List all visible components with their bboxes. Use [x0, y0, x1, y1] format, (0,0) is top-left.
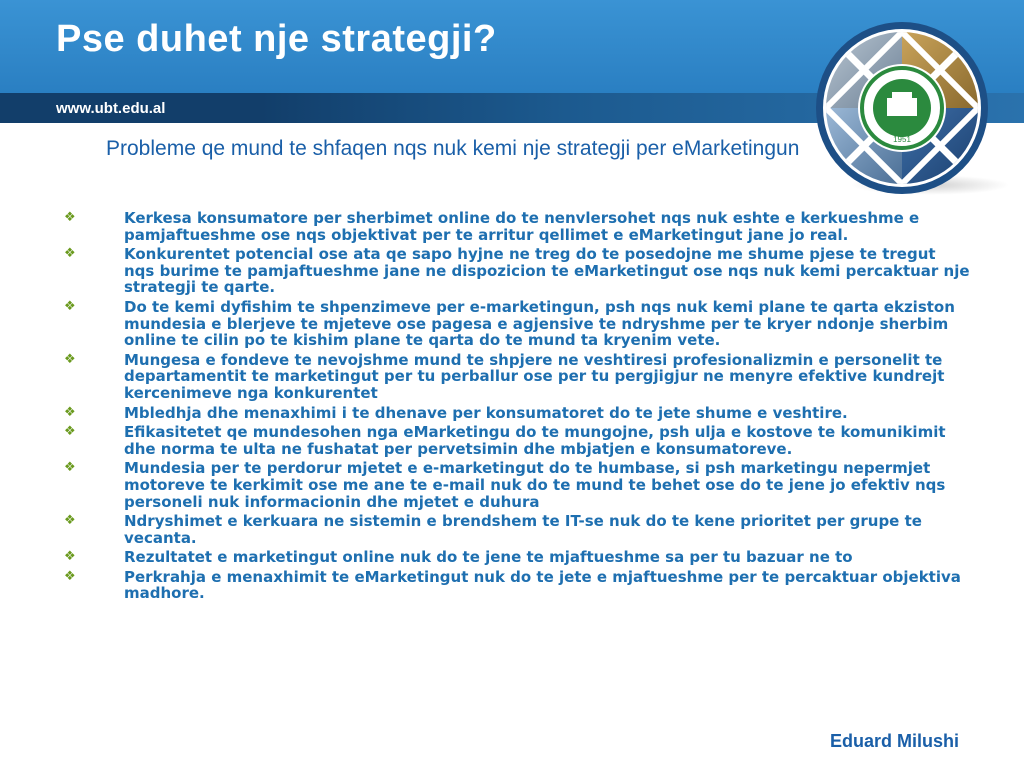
bullet-item	[60, 424, 970, 457]
slide-subtitle: Probleme qe mund te shfaqen nqs nuk kemi nje strategji per eMarketingun	[106, 137, 800, 160]
bullet-item	[60, 210, 970, 243]
bullet-item	[60, 352, 970, 402]
bullet-item	[60, 513, 970, 546]
bullet-item	[60, 299, 970, 349]
bullet-list	[60, 210, 970, 605]
website-url: www.ubt.edu.al	[56, 100, 166, 117]
diamond-bullet-icon: ❖	[64, 210, 76, 225]
diamond-bullet-icon: ❖	[64, 568, 76, 584]
slide-title: Pse duhet nje strategji?	[56, 18, 497, 60]
bullet-text: Kerkesa konsumatore per sherbimet online do te nenvlersohet nqs nuk eshte e kerkueshme e pamjaftueshme ose nqs objektivat per te arritur qellimet e eMarketingut jane jo real.	[124, 209, 920, 244]
bullet-text: Mungesa e fondeve te nevojshme mund te shpjere ne veshtiresi profesionalizmin e personelit te departamentit te marketingut per tu perballur ose per tu pergjigjur ne menyre efektive kundrejt kercenimeve nga konkurentet	[124, 350, 945, 402]
seal-building-roof	[892, 92, 912, 99]
author-name: Eduard Milushi	[830, 731, 960, 751]
diamond-bullet-icon: ❖	[64, 513, 76, 529]
bullet-text: Do te kemi dyfishim te shpenzimeve per e-marketingun, psh nqs nuk kemi plane te qarta ekziston mundesia e blerjeve te mjeteve ose pagesa e agjensive te ndryshme per te kryer ndonje sherbim online te cilin po te kishim plane te qarta do te mund ta kryenim vete.	[124, 297, 955, 350]
bullet-text: Ndryshimet e kerkuara ne sistemin e brendshem te IT-se nuk do te kene prioritet per grupe te vecanta.	[124, 512, 922, 547]
diamond-bullet-icon: ❖	[64, 246, 76, 262]
bullet-text: Konkurentet potencial ose ata qe sapo hyjne ne treg do te posedojne me shume pjese te tregut nqs burime te pamjaftueshme jane ne dispozicion te eMarketingut ose nqs nuk kemi percaktuar nje strategji te qarte.	[124, 245, 970, 297]
bullet-text: Mbledhja dhe menaxhimi i te dhenave per konsumatoret do te jete shume e veshtire.	[124, 403, 848, 422]
diamond-bullet-icon: ❖	[64, 298, 76, 314]
bullet-item	[60, 569, 970, 602]
seal-year: 1951	[893, 135, 911, 144]
logo-emblem	[814, 20, 990, 196]
bullet-item	[60, 549, 970, 566]
diamond-bullet-icon: ❖	[64, 460, 76, 476]
bullet-item	[60, 246, 970, 296]
diamond-bullet-icon: ❖	[64, 549, 76, 565]
bullet-text: Efikasitetet qe mundesohen nga eMarketingu do te mungojne, psh ulja e kostove te komunikimit dhe norma te ulta ne fushatat per pervetsimin dhe mbjatjen e konsumatoreve.	[124, 423, 946, 458]
bullet-item	[60, 405, 970, 422]
diamond-bullet-icon: ❖	[64, 351, 76, 367]
bullet-text: Mundesia per te perdorur mjetet e e-marketingut do te humbase, si psh marketingu nepermjet motoreve te kerkimit ose me ane te e-mail nuk do te mund te behet ose do te jene jo efektiv nqs personeli nuk informacionin dhe mjetet e duhura	[124, 459, 946, 511]
bullet-text: Perkrahja e menaxhimit te eMarketingut nuk do te jete e mjaftueshme per te percaktuar objektiva madhore.	[124, 567, 961, 603]
bullet-text: Rezultatet e marketingut online nuk do te jene te mjaftueshme sa per tu bazuar ne to	[124, 548, 853, 567]
diamond-bullet-icon: ❖	[64, 404, 76, 420]
logo-graphic	[814, 20, 990, 196]
bullet-item	[60, 460, 970, 510]
diamond-bullet-icon: ❖	[64, 424, 76, 440]
seal-building-icon	[887, 98, 917, 116]
